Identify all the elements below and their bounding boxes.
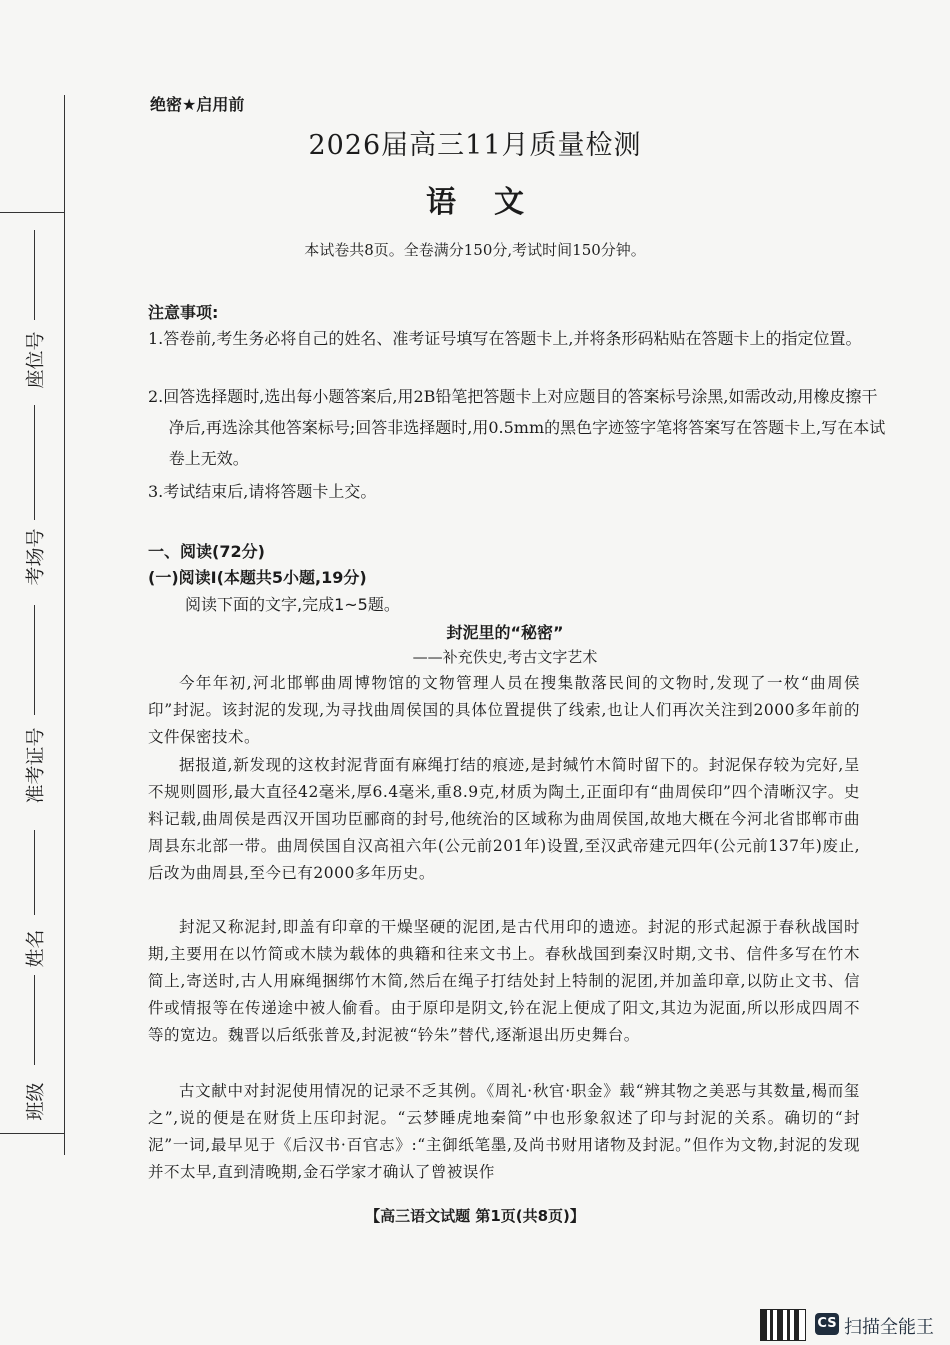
scanner-watermark xyxy=(760,1305,950,1345)
section-heading: 一、阅读(72分) xyxy=(148,542,265,561)
exam-title: 2026届高三11月质量检测 xyxy=(308,130,642,161)
name-label: 姓名 xyxy=(24,929,47,968)
article-paragraph: 封泥又称泥封,即盖有印章的干燥坚硬的泥团,是古代用印的遗迹。封泥的形式起源于春秋战国时期,主要用在以竹简或木牍为载体的典籍和往来文书上。春秋战国到秦汉时期,文书、信件多写在竹木简上,寄送时,古人用麻绳捆绑竹木简,然后在绳子打结处封上特制的泥团,并加盖印章,以防止文书、信件或情报等在传递途中被人偷看。由于原印是阴文,钤在泥上便成了阳文,其边为泥面,所以形成四周不等的宽边。魏晋以后纸张普及,封泥被“钤朱”替代,逐渐退出历史舞台。 xyxy=(148,918,860,1044)
secret-mark: 绝密★启用前 xyxy=(150,95,245,114)
article-paragraph: 据报道,新发现的这枚封泥背面有麻绳打结的痕迹,是封缄竹木简时留下的。封泥保存较为完好,呈不规则圆形,最大直径42毫米,厚6.4毫米,重8.9克,材质为陶土,正面印有“曲周侯印”四个清晰汉字。史料记载,曲周侯是西汉开国功臣郦商的封号,他统治的区域称为曲周侯国,故地大概在今河北省邯郸市曲周县东北部一带。曲周侯国自汉高祖六年(公元前201年)设置,至汉武帝建元四年(公元前137年)废止,后改为曲周县,至今已有2000多年历史。 xyxy=(148,756,860,882)
article-subtitle: ——补充佚史,考古文字艺术 xyxy=(412,648,598,666)
camscanner-text: 扫描全能王 xyxy=(844,1317,934,1338)
article-paragraph: 古文献中对封泥使用情况的记录不乏其例。《周礼·秋官·职金》载“辨其物之美恶与其数量,楬而玺之”,说的便是在财货上压印封泥。“云梦睡虎地秦简”中也形象叙述了印与封泥的关系。确切的“封泥”一词,最早见于《后汉书·百官志》:“主御纸笔墨,及尚书财用诸物及封泥。”但作为文物,封泥的发现并不太早,直到清晚期,金石学家才确认了曾被误作 xyxy=(148,1082,860,1181)
binding-hook-bottom xyxy=(0,1133,64,1134)
page-footer: 【高三语文试题 第1页(共8页)】 xyxy=(365,1207,585,1225)
exam-info: 本试卷共8页。全卷满分150分,考试时间150分钟。 xyxy=(304,241,646,259)
room-label: 考场号 xyxy=(24,528,47,586)
subsection-heading: (一)阅读Ⅰ(本题共5小题,19分) xyxy=(148,568,367,587)
room-line xyxy=(34,405,35,520)
notice-heading: 注意事项: xyxy=(148,303,219,322)
notice-item: 3.考试结束后,请将答题卡上交。 xyxy=(148,482,377,501)
class-label: 班级 xyxy=(24,1082,47,1121)
name-line xyxy=(34,830,35,915)
notice-item: 2.回答选择题时,选出每小题答案后,用2B铅笔把答题卡上对应题目的答案标号涂黑,如需改动,用橡皮擦干净后,再选涂其他答案标号;回答非选择题时,用0.5mm的黑色字迹签字笔将答案写在答题卡上,写在本试卷上无效。 xyxy=(148,387,886,468)
notice-item: 1.答卷前,考生务必将自己的姓名、准考证号填写在答题卡上,并将条形码粘贴在答题卡上的指定位置。 xyxy=(148,329,862,348)
camscanner-logo-icon: CS xyxy=(815,1313,839,1335)
article-title: 封泥里的“秘密” xyxy=(446,623,564,642)
article-paragraph: 今年年初,河北邯郸曲周博物馆的文物管理人员在搜集散落民间的文物时,发现了一枚“曲周侯印”封泥。该封泥的发现,为寻找曲周侯国的具体位置提供了线索,也让人们再次关注到2000多年前的文件保密技术。 xyxy=(148,674,860,746)
class-line xyxy=(34,975,35,1065)
seat-label: 座位号 xyxy=(24,331,47,389)
subject-title: 语文 xyxy=(426,185,562,220)
qr-code-icon xyxy=(760,1309,806,1341)
ticket-label: 准考证号 xyxy=(24,727,47,804)
reading-instruction: 阅读下面的文字,完成1~5题。 xyxy=(185,595,400,614)
